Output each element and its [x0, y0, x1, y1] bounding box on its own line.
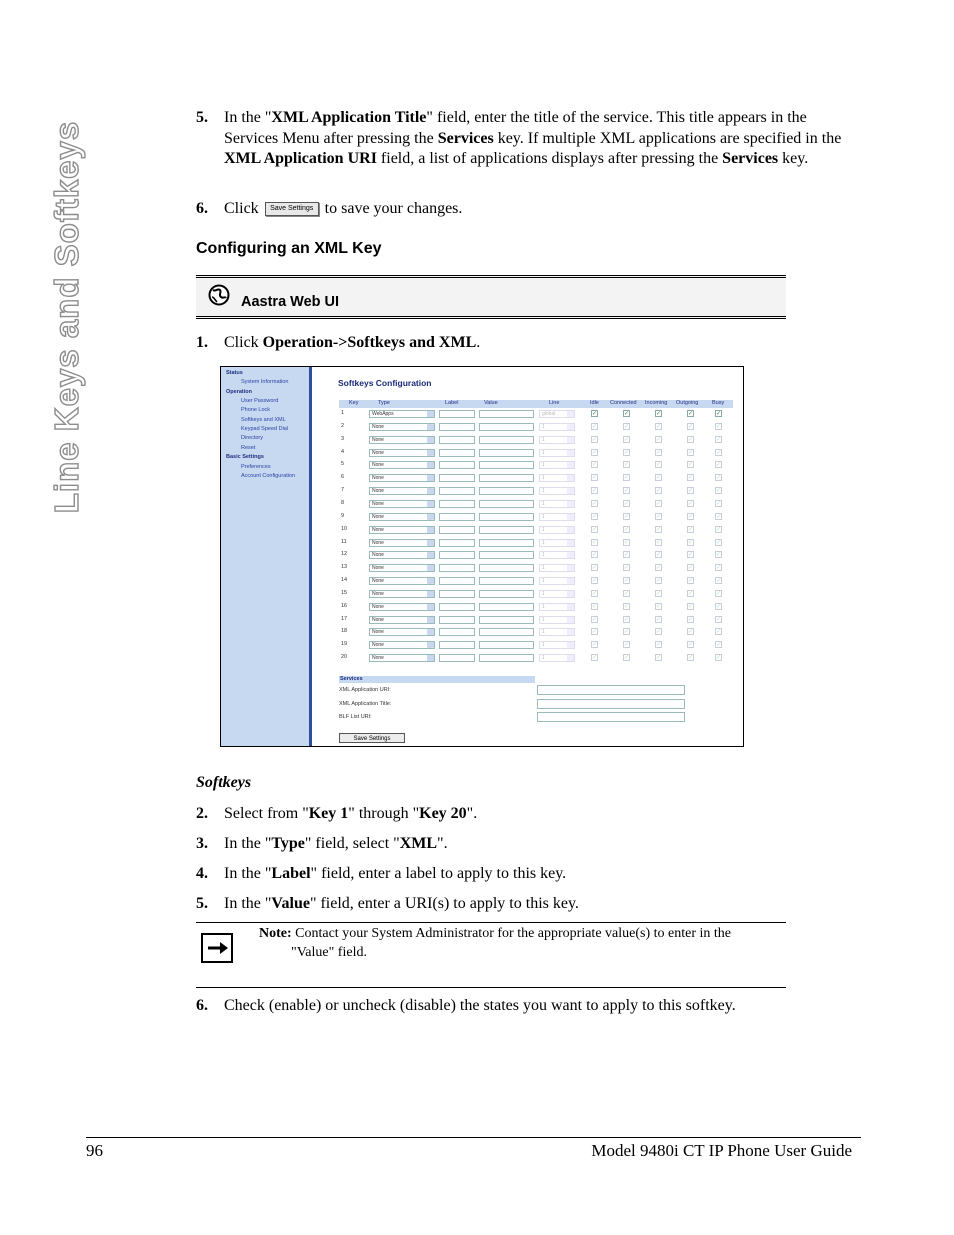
state-checkbox[interactable]: ✓: [592, 655, 598, 662]
state-checkbox[interactable]: ✓: [656, 513, 662, 520]
type-select[interactable]: None: [369, 577, 435, 585]
nav-section-heading: Operation: [226, 388, 252, 395]
line-select[interactable]: 1: [539, 577, 575, 585]
label-input[interactable]: [439, 500, 475, 508]
nav-link[interactable]: Directory: [241, 435, 264, 442]
state-checkbox[interactable]: ✓: [716, 578, 722, 585]
label-input[interactable]: [439, 410, 475, 418]
state-checkbox[interactable]: ✓: [688, 539, 694, 546]
state-checkbox[interactable]: ✓: [624, 423, 630, 430]
line-select[interactable]: 1: [539, 513, 575, 521]
state-checkbox[interactable]: ✓: [716, 603, 722, 610]
services-field-input[interactable]: [537, 685, 685, 695]
value-input[interactable]: [479, 590, 534, 598]
value-input[interactable]: [479, 577, 534, 585]
label-input[interactable]: [439, 577, 475, 585]
state-checkbox[interactable]: ✓: [656, 488, 662, 495]
state-checkbox[interactable]: ✓: [688, 578, 694, 585]
key-number: 10: [341, 525, 348, 532]
state-checkbox[interactable]: ✓: [716, 616, 722, 623]
line-select[interactable]: 1: [539, 526, 575, 534]
state-checkbox[interactable]: ✓: [656, 552, 662, 559]
step-number: 6.: [196, 997, 208, 1014]
state-checkbox[interactable]: ✓: [716, 462, 722, 469]
state-checkbox[interactable]: ✓: [656, 475, 662, 482]
key-number: 16: [341, 602, 348, 609]
state-checkbox[interactable]: ✓: [688, 655, 694, 662]
step-text: Select from "Key 1" through "Key 20".: [224, 805, 478, 822]
column-header: Connected: [610, 400, 637, 406]
line-select[interactable]: 1: [539, 487, 575, 495]
key-number: 7: [341, 487, 345, 494]
web-ui-banner: [196, 275, 786, 319]
state-checkbox[interactable]: ✓: [592, 513, 598, 520]
state-checkbox[interactable]: ✓: [624, 578, 630, 585]
type-select[interactable]: None: [369, 616, 435, 624]
state-checkbox[interactable]: ✓: [688, 436, 694, 443]
state-checkbox[interactable]: ✓: [656, 655, 662, 662]
key-number: 1: [341, 410, 345, 416]
label-input[interactable]: [439, 551, 475, 559]
globe-icon: [208, 284, 230, 306]
key-number: 2: [341, 422, 345, 429]
state-checkbox[interactable]: ✓: [624, 411, 630, 417]
value-input[interactable]: [479, 526, 534, 534]
type-select[interactable]: None: [369, 423, 435, 431]
state-checkbox[interactable]: ✓: [624, 436, 630, 443]
state-checkbox[interactable]: ✓: [592, 411, 598, 417]
type-select[interactable]: None: [369, 461, 435, 469]
value-input[interactable]: [479, 461, 534, 469]
save-settings-inline-button: Save Settings: [265, 202, 319, 216]
state-checkbox[interactable]: ✓: [624, 603, 630, 610]
state-checkbox[interactable]: ✓: [624, 565, 630, 572]
value-input[interactable]: [479, 474, 534, 482]
label-input[interactable]: [439, 474, 475, 482]
state-checkbox[interactable]: ✓: [716, 488, 722, 495]
nav-section-heading: Status: [226, 370, 243, 376]
state-checkbox[interactable]: ✓: [716, 475, 722, 482]
arrow-icon: [201, 933, 233, 963]
nav-link[interactable]: System Information: [241, 379, 289, 386]
label-input[interactable]: [439, 449, 475, 457]
line-select[interactable]: 1: [539, 590, 575, 598]
state-checkbox[interactable]: ✓: [656, 411, 662, 417]
value-input[interactable]: [479, 654, 534, 662]
value-input[interactable]: [479, 564, 534, 572]
line-select[interactable]: 1: [539, 500, 575, 508]
state-checkbox[interactable]: ✓: [688, 526, 694, 533]
type-select[interactable]: None: [369, 603, 435, 611]
type-select[interactable]: None: [369, 539, 435, 547]
column-header: Value: [484, 400, 498, 406]
nav-link[interactable]: Keypad Speed Dial: [241, 426, 289, 433]
type-select[interactable]: WebApps: [369, 410, 435, 418]
value-input[interactable]: [479, 436, 534, 444]
value-input[interactable]: [479, 641, 534, 649]
column-header: Type: [378, 400, 390, 406]
column-header: Incoming: [645, 400, 668, 406]
state-checkbox[interactable]: ✓: [592, 603, 598, 610]
line-select[interactable]: 1: [539, 474, 575, 482]
value-input[interactable]: [479, 539, 534, 547]
state-checkbox[interactable]: ✓: [716, 539, 722, 546]
type-select[interactable]: None: [369, 564, 435, 572]
note-text: Note: Contact your System Administrator for the appropriate value(s) to enter in the "Value" field.: [259, 926, 731, 960]
state-checkbox[interactable]: ✓: [624, 552, 630, 559]
state-checkbox[interactable]: ✓: [592, 539, 598, 546]
key-number: 5: [341, 461, 345, 468]
table-header-bar: [339, 400, 733, 408]
web-ui-label: Aastra Web UI: [241, 294, 340, 310]
state-checkbox[interactable]: ✓: [624, 655, 630, 662]
line-select[interactable]: global: [539, 410, 575, 418]
state-checkbox[interactable]: ✓: [592, 590, 598, 597]
nav-link[interactable]: Reset: [241, 444, 256, 451]
type-select[interactable]: None: [369, 436, 435, 444]
state-checkbox[interactable]: ✓: [592, 449, 598, 456]
label-input[interactable]: [439, 654, 475, 662]
state-checkbox[interactable]: ✓: [688, 616, 694, 623]
state-checkbox[interactable]: ✓: [624, 475, 630, 482]
column-header: Idle: [590, 400, 599, 406]
value-input[interactable]: [479, 616, 534, 624]
state-checkbox[interactable]: ✓: [656, 629, 662, 636]
note-box: [196, 922, 786, 988]
state-checkbox[interactable]: ✓: [656, 642, 662, 649]
state-checkbox[interactable]: ✓: [592, 500, 598, 507]
footer-rule: [86, 1137, 861, 1138]
type-select[interactable]: None: [369, 500, 435, 508]
nav-link[interactable]: User Password: [241, 398, 279, 405]
step-number: 4.: [196, 865, 208, 882]
label-input[interactable]: [439, 641, 475, 649]
label-input[interactable]: [439, 603, 475, 611]
label-input[interactable]: [439, 628, 475, 636]
line-select[interactable]: 1: [539, 436, 575, 444]
state-checkbox[interactable]: ✓: [688, 423, 694, 430]
value-input[interactable]: [479, 410, 534, 418]
section-heading: Configuring an XML Key: [196, 240, 382, 257]
column-header: Outgoing: [676, 400, 699, 406]
step-5-text: In the "XML Application Title" field, enter the title of the service. This title appears in the Services Menu after pressing the Services key. If multiple XML applications are specified in the XML Application URI field, a list of applications displays after pressing the Services key.: [224, 109, 842, 167]
line-select[interactable]: 1: [539, 603, 575, 611]
state-checkbox[interactable]: ✓: [592, 488, 598, 495]
key-number: 18: [341, 628, 348, 635]
services-field-input[interactable]: [537, 699, 685, 709]
chapter-side-title: Line Keys and Softkeys: [48, 120, 85, 514]
state-checkbox[interactable]: ✓: [656, 500, 662, 507]
state-checkbox[interactable]: ✓: [592, 629, 598, 636]
services-field-label: XML Application URI:: [339, 687, 391, 693]
state-checkbox[interactable]: ✓: [592, 642, 598, 649]
state-checkbox[interactable]: ✓: [656, 590, 662, 597]
type-select[interactable]: None: [369, 551, 435, 559]
key-number: 14: [341, 577, 348, 584]
label-input[interactable]: [439, 513, 475, 521]
label-input[interactable]: [439, 461, 475, 469]
line-select[interactable]: 1: [539, 628, 575, 636]
state-checkbox[interactable]: ✓: [716, 449, 722, 456]
state-checkbox[interactable]: ✓: [716, 642, 722, 649]
line-select[interactable]: 1: [539, 539, 575, 547]
label-input[interactable]: [439, 526, 475, 534]
services-field-label: XML Application Title:: [339, 700, 392, 707]
type-select[interactable]: None: [369, 654, 435, 662]
state-checkbox[interactable]: ✓: [656, 423, 662, 430]
guide-title: Model 9480i CT IP Phone User Guide: [591, 1141, 852, 1160]
state-checkbox[interactable]: ✓: [624, 629, 630, 636]
state-checkbox[interactable]: ✓: [688, 642, 694, 649]
line-select[interactable]: 1: [539, 423, 575, 431]
state-checkbox[interactable]: ✓: [592, 423, 598, 430]
sidebar-nav: [221, 367, 312, 746]
type-select[interactable]: None: [369, 513, 435, 521]
step-number: 1.: [196, 334, 208, 351]
line-select[interactable]: 1: [539, 461, 575, 469]
label-input[interactable]: [439, 436, 475, 444]
line-select[interactable]: 1: [539, 654, 575, 662]
nav-link[interactable]: Phone Lock: [241, 407, 271, 414]
state-checkbox[interactable]: ✓: [716, 500, 722, 507]
step-number: 6.: [196, 200, 208, 217]
state-checkbox[interactable]: ✓: [688, 590, 694, 597]
column-header: Key: [349, 400, 359, 406]
state-checkbox[interactable]: ✓: [656, 449, 662, 456]
type-select[interactable]: None: [369, 474, 435, 482]
nav-link[interactable]: Account Configuration: [241, 472, 296, 479]
step-text: In the "Value" field, enter a URI(s) to apply to this key.: [224, 895, 579, 912]
state-checkbox[interactable]: ✓: [656, 436, 662, 443]
state-checkbox[interactable]: ✓: [716, 526, 722, 533]
state-checkbox[interactable]: ✓: [688, 488, 694, 495]
step-6-bottom-text: Check (enable) or uncheck (disable) the states you want to apply to this softkey.: [224, 997, 736, 1014]
line-select[interactable]: 1: [539, 616, 575, 624]
step-number: 5.: [196, 895, 208, 912]
nav-section-heading: Basic Settings: [226, 454, 264, 461]
state-checkbox[interactable]: ✓: [592, 462, 598, 469]
line-select[interactable]: 1: [539, 449, 575, 457]
column-header: Busy: [712, 400, 725, 406]
state-checkbox[interactable]: ✓: [688, 629, 694, 636]
label-input[interactable]: [439, 539, 475, 547]
state-checkbox[interactable]: ✓: [624, 642, 630, 649]
key-number: 8: [341, 499, 345, 506]
state-checkbox[interactable]: ✓: [688, 411, 694, 417]
state-checkbox[interactable]: ✓: [624, 616, 630, 623]
label-input[interactable]: [439, 423, 475, 431]
value-input[interactable]: [479, 603, 534, 611]
nav-link[interactable]: Preferences: [241, 463, 271, 470]
step-number: 3.: [196, 835, 208, 852]
state-checkbox[interactable]: ✓: [656, 565, 662, 572]
key-number: 9: [341, 512, 345, 519]
step-6-text: Click Save Settings to save your changes.: [224, 200, 463, 217]
step-text: In the "Label" field, enter a label to apply to this key.: [224, 865, 567, 882]
line-select[interactable]: 1: [539, 641, 575, 649]
step-text: In the "Type" field, select "XML".: [224, 835, 448, 852]
services-field-input[interactable]: [537, 712, 685, 722]
state-checkbox[interactable]: ✓: [624, 500, 630, 507]
state-checkbox[interactable]: ✓: [592, 552, 598, 559]
state-checkbox[interactable]: ✓: [624, 513, 630, 520]
type-select[interactable]: None: [369, 590, 435, 598]
state-checkbox[interactable]: ✓: [716, 629, 722, 636]
value-input[interactable]: [479, 513, 534, 521]
column-header: Line: [549, 400, 560, 406]
state-checkbox[interactable]: ✓: [688, 475, 694, 482]
key-number: 20: [341, 654, 348, 661]
services-label: Services: [340, 676, 363, 682]
state-checkbox[interactable]: ✓: [716, 436, 722, 443]
save-settings-button[interactable]: Save Settings: [339, 733, 405, 743]
key-number: 3: [341, 435, 345, 442]
value-input[interactable]: [479, 449, 534, 457]
state-checkbox[interactable]: ✓: [592, 436, 598, 443]
services-header-bar: [339, 676, 535, 683]
key-number: 12: [341, 551, 348, 558]
state-checkbox[interactable]: ✓: [716, 590, 722, 597]
type-select[interactable]: None: [369, 641, 435, 649]
softkeys-config-screenshot: [220, 366, 744, 747]
state-checkbox[interactable]: ✓: [656, 539, 662, 546]
state-checkbox[interactable]: ✓: [688, 603, 694, 610]
softkeys-config-title: Softkeys Configuration: [338, 378, 432, 388]
state-checkbox[interactable]: ✓: [656, 616, 662, 623]
value-input[interactable]: [479, 487, 534, 495]
state-checkbox[interactable]: ✓: [656, 578, 662, 585]
state-checkbox[interactable]: ✓: [688, 513, 694, 520]
value-input[interactable]: [479, 500, 534, 508]
key-number: 15: [341, 589, 348, 596]
state-checkbox[interactable]: ✓: [624, 488, 630, 495]
state-checkbox[interactable]: ✓: [688, 500, 694, 507]
state-checkbox[interactable]: ✓: [688, 462, 694, 469]
state-checkbox[interactable]: ✓: [716, 513, 722, 520]
state-checkbox[interactable]: ✓: [716, 565, 722, 572]
label-input[interactable]: [439, 616, 475, 624]
value-input[interactable]: [479, 423, 534, 431]
state-checkbox[interactable]: ✓: [592, 565, 598, 572]
type-select[interactable]: None: [369, 628, 435, 636]
state-checkbox[interactable]: ✓: [592, 616, 598, 623]
column-header: Label: [445, 400, 459, 406]
state-checkbox[interactable]: ✓: [624, 590, 630, 597]
key-number: 6: [341, 474, 345, 481]
services-field-label: BLF List URI:: [339, 714, 372, 720]
label-input[interactable]: [439, 564, 475, 572]
type-select[interactable]: None: [369, 526, 435, 534]
key-number: 13: [341, 564, 348, 571]
state-checkbox[interactable]: ✓: [624, 462, 630, 469]
step-1-text: Click Operation->Softkeys and XML.: [224, 334, 481, 351]
state-checkbox[interactable]: ✓: [656, 462, 662, 469]
value-input[interactable]: [479, 628, 534, 636]
key-number: 4: [341, 448, 345, 455]
value-input[interactable]: [479, 551, 534, 559]
page-number: 96: [86, 1141, 103, 1160]
line-select[interactable]: 1: [539, 564, 575, 572]
state-checkbox[interactable]: ✓: [716, 552, 722, 559]
label-input[interactable]: [439, 487, 475, 495]
state-checkbox[interactable]: ✓: [688, 552, 694, 559]
state-checkbox[interactable]: ✓: [592, 578, 598, 585]
state-checkbox[interactable]: ✓: [656, 526, 662, 533]
key-number: 11: [341, 538, 347, 545]
key-number: 19: [341, 641, 348, 648]
state-checkbox[interactable]: ✓: [624, 539, 630, 546]
key-number: 17: [341, 615, 348, 622]
state-checkbox[interactable]: ✓: [592, 475, 598, 482]
step-number: 5.: [196, 109, 208, 126]
state-checkbox[interactable]: ✓: [716, 411, 722, 417]
line-select[interactable]: 1: [539, 551, 575, 559]
step-number: 2.: [196, 805, 208, 822]
state-checkbox[interactable]: ✓: [716, 655, 722, 662]
state-checkbox[interactable]: ✓: [592, 526, 598, 533]
state-checkbox[interactable]: ✓: [716, 423, 722, 430]
state-checkbox[interactable]: ✓: [624, 526, 630, 533]
state-checkbox[interactable]: ✓: [688, 449, 694, 456]
state-checkbox[interactable]: ✓: [688, 565, 694, 572]
label-input[interactable]: [439, 590, 475, 598]
nav-link[interactable]: Softkeys and XML: [241, 416, 286, 423]
type-select[interactable]: None: [369, 487, 435, 495]
state-checkbox[interactable]: ✓: [624, 449, 630, 456]
state-checkbox[interactable]: ✓: [656, 603, 662, 610]
softkeys-subheading: Softkeys: [196, 774, 252, 791]
type-select[interactable]: None: [369, 449, 435, 457]
